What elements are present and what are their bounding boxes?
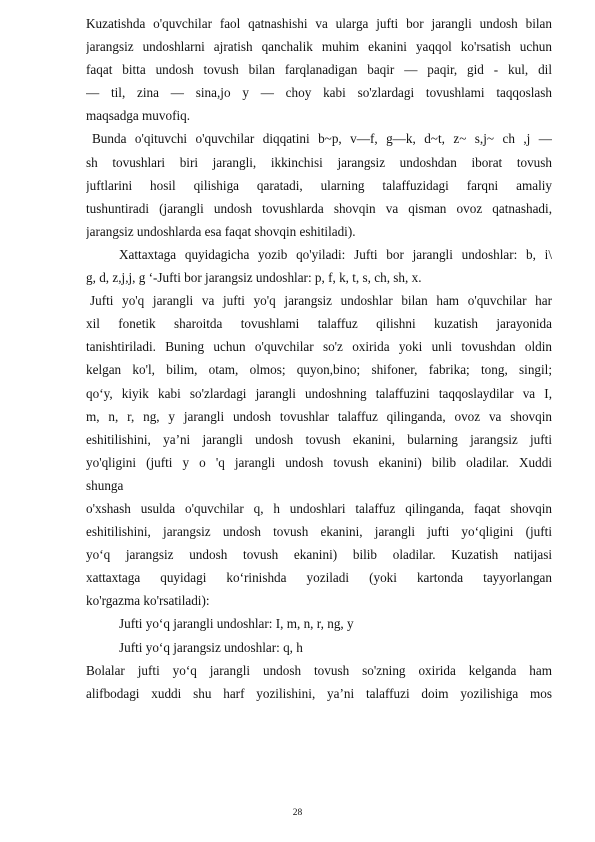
- paragraph-line: kelgan ko'l, bilim, otam, olmos; quyon,bino; shifoner, fabrika; tong, singil;: [86, 362, 552, 378]
- paragraph-line: sh tovushlari biri jarangli, ikkinchisi jarangsiz undoshdan iborat tovush: [86, 154, 552, 170]
- paragraph-line: tanishtiriladi. Buning uchun o'quvchilar so'z oxirida yoki unli tovushdan oldin: [86, 339, 552, 355]
- body-text: [86, 12, 552, 705]
- paragraph-line: xil fonetik sharoitda tovushlami talaffuz qilishni kuzatish jarayonida: [86, 316, 552, 332]
- paragraph-line: eshitilishini, ya’ni jarangli undosh tovush ekanini, bularning jarangsiz jufti: [86, 431, 552, 447]
- paragraph-line: shunga: [86, 477, 124, 493]
- paragraph-line: Jufti yo'q jarangli va jufti yo'q jarangsiz undoshlar bilan ham o'quvchilar har: [90, 293, 552, 309]
- paragraph-line: juftlarini hosil qilishiga qaratadi, ularning talaffuzidagi farqni amaliy: [86, 177, 552, 193]
- paragraph-line: maqsadga muvofiq.: [86, 108, 191, 124]
- paragraph-line: g, d, z,j,j, g ‘-Jufti bor jarangsiz undoshlar: p, f, k, t, s, ch, sh, x.: [86, 270, 422, 286]
- paragraph-line: m, n, r, ng, y jarangli undosh tovushlar talaffuz qilinganda, ovoz va shovqin: [86, 408, 552, 424]
- paragraph-line: tushuntiradi (jarangli undosh tovushlarda shovqin va qisman ovoz qatnashadi,: [86, 200, 552, 216]
- paragraph-line: jarangsiz undoshlarni ajratish qanchalik muhim ekanini yaqqol ko'rsatish uchun: [86, 39, 552, 55]
- paragraph-line: Kuzatishda o'quvchilar faol qatnashishi va ularga jufti bor jarangli undosh bilan: [86, 16, 552, 31]
- paragraph-line: Jufti yo‘q jarangsiz undoshlar: q, h: [119, 639, 303, 655]
- paragraph-line: yo'qligini (jufti y o 'q jarangli undosh tovush ekanini) bilib oladilar. Xuddi: [86, 454, 552, 470]
- paragraph-line: o'xshash usulda o'quvchilar q, h undoshlari talaffuz qilinganda, faqat shovqin: [86, 500, 552, 516]
- paragraph-line: ko'rgazma ko'rsatiladi):: [86, 593, 210, 609]
- page-number: 28: [292, 808, 303, 818]
- paragraph-line: alifbodagi xuddi shu harf yozilishini, ya’ni talaffuzi doim yozilishiga mos: [86, 685, 552, 701]
- paragraph-line: qo‘y, kiyik kabi so'zlardagi jarangli undoshning talaffuzini taqqoslaydilar va I,: [86, 385, 552, 401]
- paragraph-line: Xattaxtaga quyidagicha yozib qo'yiladi: Jufti bor jarangli undoshlar: b, i\: [119, 246, 552, 262]
- paragraph-line: Bolalar jufti yo‘q jarangli undosh tovush so'zning oxirida kelganda ham: [86, 662, 552, 678]
- paragraph-line: faqat bitta undosh tovush bilan farqlanadigan baqir — paqir, gid - kul, dil: [86, 62, 552, 78]
- paragraph-line: jarangsiz undoshlarda esa faqat shovqin eshitiladi).: [86, 223, 356, 239]
- paragraph-line: Bunda o'qituvchi o'quvchilar diqqatini b~p, v—f, g—k, d~t, z~ s,j~ ch ,j —: [92, 131, 552, 147]
- paragraph-line: eshitilishini, jarangsiz undosh tovush ekanini, jarangli jufti yo‘qligini (jufti: [86, 524, 552, 540]
- paragraph-line: Jufti yo‘q jarangli undoshlar: I, m, n, r, ng, y: [119, 616, 354, 632]
- paragraph-line: yo‘q jarangsiz undosh tovush ekanini) bilib oladilar. Kuzatish natijasi: [86, 547, 552, 563]
- paragraph-line: — til, zina — sina,jo y — choy kabi so'zlardagi tovushlami taqqoslash: [86, 85, 552, 101]
- paragraph-line: xattaxtaga quyidagi ko‘rinishda yoziladi (yoki kartonda tayyorlangan: [86, 570, 552, 586]
